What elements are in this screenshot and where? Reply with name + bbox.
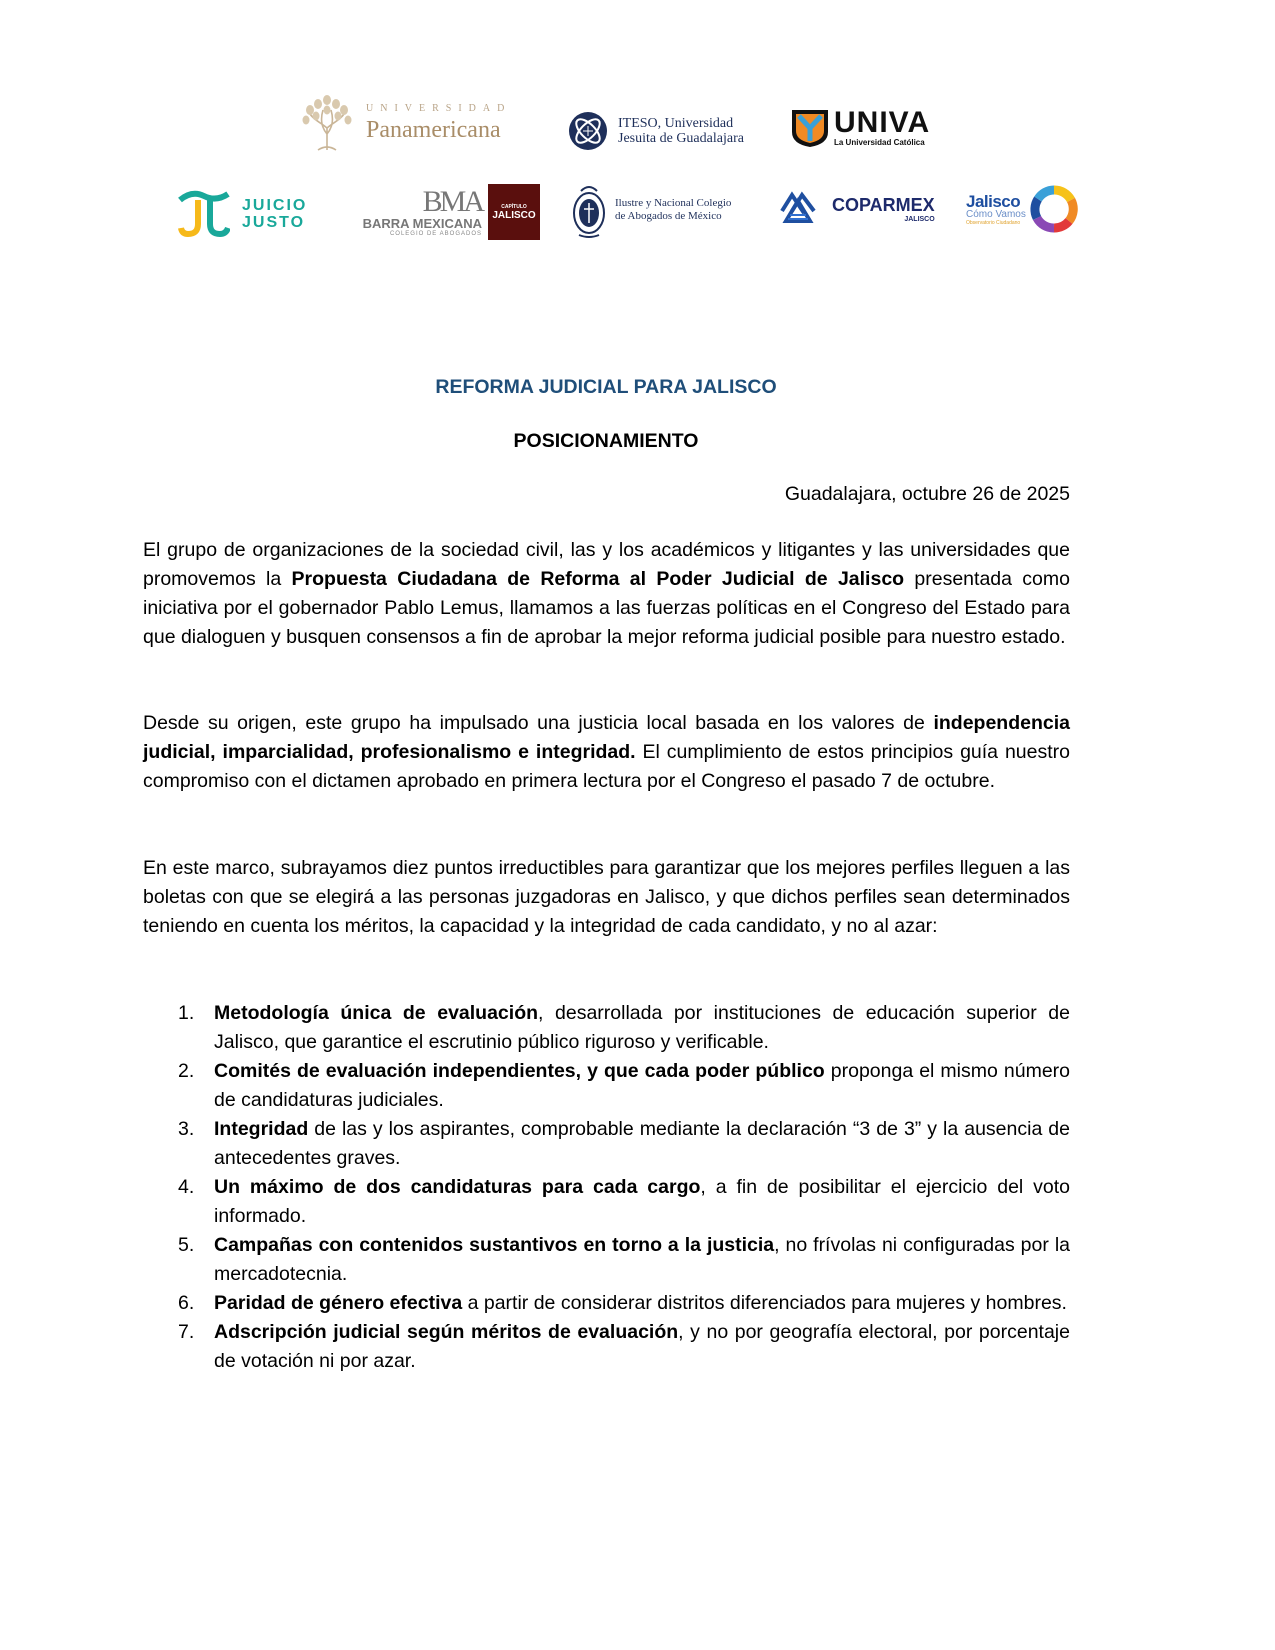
list-item-text: , no frívolas ni configuradas por la mercadotecnia. [214,1234,1070,1285]
iteso-emblem-icon [568,111,608,151]
logo-jcv-line1: Jalisco [966,191,1021,211]
list-item [143,1173,1070,1231]
list-item-bold: Paridad de género efectiva [214,1292,463,1314]
logo-coparmex [778,188,948,230]
list-item-text: , desarrollada por instituciones de educación superior de Jalisco, que garantice el escrutinio público riguroso y verificable. [214,1002,1070,1053]
list-item-number: 4. [178,1176,195,1198]
logo-barra-mexicana [348,183,540,241]
points-list [143,999,1070,1376]
document-subtitle: POSICIONAMIENTO [513,430,699,452]
logo-iteso-line2: Jesuita de Guadalajara [618,131,744,146]
list-item-text: , a fin de posibilitar el ejercicio del voto informado. [214,1176,1070,1227]
list-item [143,1057,1070,1115]
logo-juicio-line2: JUSTO [242,214,306,231]
paragraph-values-post: El cumplimiento de estos principios guía nuestro compromiso con el dictamen aprobado en primera lectura por el Congreso el pasado 7 de octubre. [143,741,1070,792]
logo-univa [790,105,970,150]
logo-univa-tagline: La Universidad Católica [834,138,925,147]
logo-coparmex-sub: JALISCO [904,215,935,223]
logo-iteso [568,110,768,152]
document-title: REFORMA JUDICIAL PARA JALISCO [435,376,777,398]
list-item-bold: Metodología única de evaluación [214,1002,539,1024]
logo-juicio-justo [178,188,318,240]
tree-icon [298,94,356,152]
logo-univa-name: UNIVA [834,106,931,139]
paragraph-intro-post: presentada como iniciativa por el gobernador Pablo Lemus, llamamos a las fuerzas políticas en el Congreso del Estado para que dialoguen y busquen consensos a fin de aprobar la mejor reforma judicial posible para nuestro estado. [143,568,1070,648]
logo-coparmex-name: COPARMEX [832,194,935,215]
jj-monogram-icon [178,190,230,238]
list-item-text: proponga el mismo número de candidaturas judiciales. [214,1060,1071,1111]
logo-jalisco-como-vamos [966,183,1092,235]
logo-juicio-line1: JUICIO [242,197,308,214]
list-item-number: 5. [178,1234,195,1256]
logo-panamericana-line2: Panamericana [366,117,501,143]
coparmex-emblem-icon [778,191,818,227]
paragraph-values [143,709,1070,796]
dateline: Guadalajara, octubre 26 de 2025 [784,483,1070,505]
logo-barra-chapter-small: CAPÍTULO [501,203,527,210]
list-item-bold: Integridad [214,1118,309,1140]
list-item [143,1231,1070,1289]
list-item-number: 2. [178,1060,195,1082]
logo-barra-sub: COLEGIO DE ABOGADOS [389,231,482,237]
list-item [143,1289,1070,1318]
logo-iteso-line1: ITESO, Universidad [618,116,734,131]
list-item [143,1318,1070,1376]
logo-inca-line2: de Abogados de México [615,210,722,222]
list-item-bold: Un máximo de dos candidaturas para cada cargo [214,1176,701,1198]
list-item-bold: Comités de evaluación independientes, y que cada poder público [214,1060,825,1082]
paragraph-framework: En este marco, subrayamos diez puntos irreductibles para garantizar que los mejores perfiles lleguen a las boletas con que se elegirá a las personas juzgadoras en Jalisco, y que dichos perfiles sean determinados teniendo en cuenta los méritos, la capacidad y la integridad de cada candidato, y no al azar: [143,857,1070,937]
logo-barra-chapter-big: JALISCO [492,209,536,221]
list-item-number: 7. [178,1321,195,1343]
seal-icon [571,181,607,239]
paragraph-values-bold: independencia judicial, imparcialidad, profesionalismo e integridad. [143,712,1070,763]
list-item [143,1115,1070,1173]
list-item-number: 3. [178,1118,195,1140]
logo-barra-chapter [488,184,540,240]
logo-universidad-panamericana [298,92,528,154]
list-item-bold: Adscripción judicial según méritos de evaluación [214,1321,679,1343]
list-item-number: 1. [178,1002,195,1024]
paragraph-intro [143,536,1070,652]
logo-barra-name: BARRA MEXICANA [362,216,482,231]
paragraph-intro-bold: Propuesta Ciudadana de Reforma al Poder Judicial de Jalisco [291,568,905,590]
list-item [143,999,1070,1057]
list-item-text: a partir de considerar distritos diferenciados para mujeres y hombres. [462,1292,1067,1314]
logo-barra-monogram: BMA [422,185,482,218]
logo-jcv-line3: Observatorio Ciudadano [966,219,1021,226]
univa-shield-icon [790,108,830,148]
paragraph-values-pre: Desde su origen, este grupo ha impulsado una justicia local basada en los valores de [143,712,934,734]
list-item-number: 6. [178,1292,195,1314]
logo-jcv-line2: Cómo Vamos [966,208,1026,220]
list-item-text: , y no por geografía electoral, por porcentaje de votación ni por azar. [214,1321,1070,1372]
list-item-bold: Campañas con contenidos sustantivos en torno a la justicia [214,1234,775,1256]
list-item-text: de las y los aspirantes, comprobable mediante la declaración “3 de 3” y la ausencia de antecedentes graves. [214,1118,1070,1169]
logo-panamericana-line1: UNIVERSIDAD [366,103,512,114]
paragraph-intro-pre: El grupo de organizaciones de la sociedad civil, las y los académicos y litigantes y las universidades que promovemos la [143,539,1070,590]
logo-inca-line1: Ilustre y Nacional Colegio [615,197,732,209]
color-ring-icon [1030,185,1078,233]
logo-ilustre-colegio-abogados [571,180,741,240]
